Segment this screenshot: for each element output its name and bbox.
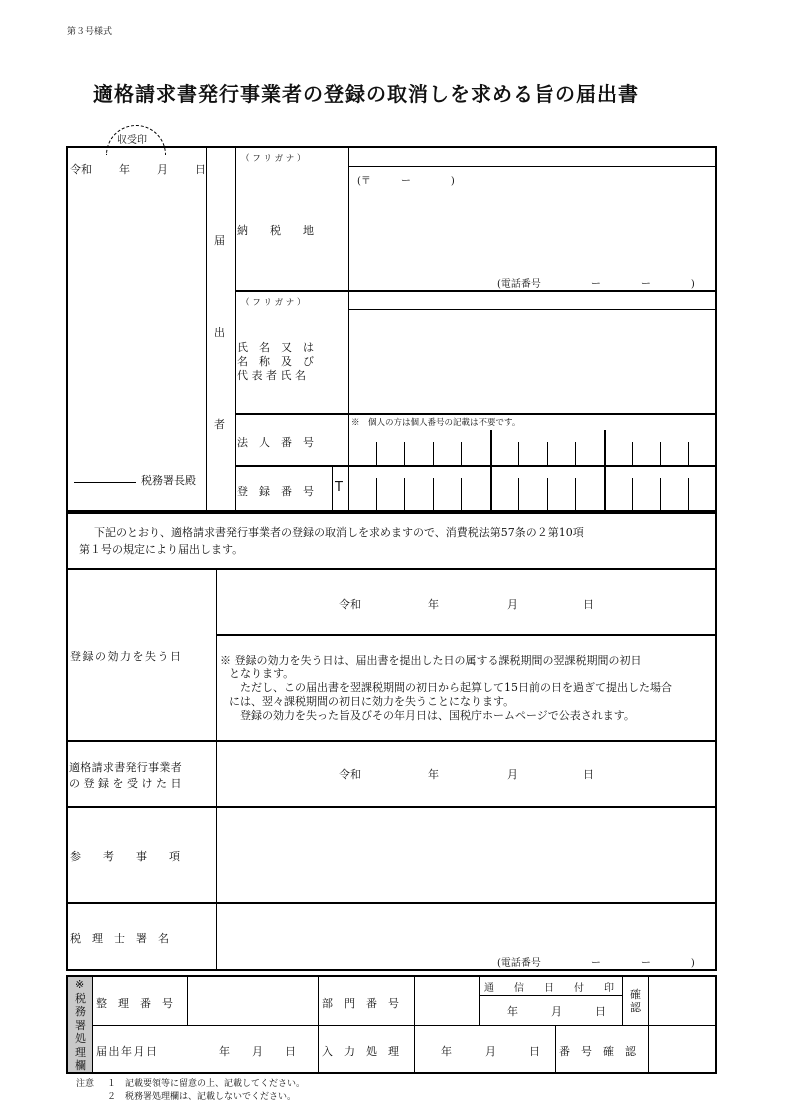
digit-divider xyxy=(518,442,519,465)
statement-line-2: 第１号の規定により届出します。 xyxy=(79,543,244,556)
address-label: 納 税 地 xyxy=(237,224,314,237)
registered-date-reiwa: 令和 xyxy=(339,768,361,781)
registration-number-label: 登 録 番 号 xyxy=(237,485,314,498)
furigana-label: （ フ リ ガ ナ ） xyxy=(241,154,306,164)
confirm-label-1: 確 xyxy=(630,988,641,1001)
statement-line-1: 下記のとおり、適格請求書発行事業者の登録の取消しを求めますので、消費税法第57条の２第10項 xyxy=(94,526,584,539)
lose-date-note-5: 登録の効力を失った旨及びその年月日は、国税庁ホームページで公表されます。 xyxy=(240,709,635,722)
digit-divider xyxy=(518,478,519,511)
registration-prefix: T xyxy=(335,480,343,495)
name-label-3: 代 表 者 氏 名 xyxy=(237,369,306,382)
postmark-label: 通 信 日 付 印 xyxy=(484,983,614,994)
lose-date-year: 年 xyxy=(428,598,439,611)
registered-date-month: 月 xyxy=(507,768,518,781)
digit-divider xyxy=(433,442,434,465)
office-side-char: 務 xyxy=(75,1005,86,1018)
postal-code-field[interactable]: (〒 ー ) xyxy=(357,176,455,187)
filing-date-ymd: 年 月 日 xyxy=(219,1045,296,1058)
digit-divider xyxy=(688,478,689,511)
department-number-label: 部 門 番 号 xyxy=(322,997,399,1010)
digit-divider xyxy=(547,478,548,511)
notes-heading: 注意 xyxy=(76,1079,95,1089)
address-phone-field[interactable]: (電話番号 ー ー ) xyxy=(497,279,695,290)
filing-date-day: 日 xyxy=(195,163,206,176)
office-side-char: 税 xyxy=(75,991,86,1005)
digit-divider xyxy=(404,442,405,465)
note-1: １ 記載要領等に留意の上、記載してください。 xyxy=(107,1079,306,1089)
lose-date-label: 登録の効力を失う日 xyxy=(70,650,183,663)
digit-divider xyxy=(461,442,462,465)
registered-date-label-1: 適格請求書発行事業者 xyxy=(69,761,182,774)
header-table xyxy=(66,146,717,512)
filing-date-month: 月 xyxy=(157,163,168,176)
office-side-char: 処 xyxy=(75,1032,86,1045)
page-title: 適格請求書発行事業者の登録の取消しを求める旨の届出書 xyxy=(93,82,639,106)
tax-accountant-label: 税 理 士 署 名 xyxy=(70,932,169,945)
office-side-char: 欄 xyxy=(75,1059,86,1072)
corporate-number-note: ※ 個人の方は個人番号の記載は不要です。 xyxy=(351,418,521,428)
digit-divider xyxy=(433,478,434,511)
digit-divider xyxy=(376,478,377,511)
filer-label-3: 者 xyxy=(214,418,225,431)
tax-office-addressee: 税務署長殿 xyxy=(141,474,196,487)
registered-date-label-2: の 登 録 を 受 け た 日 xyxy=(69,777,182,790)
form-number: 第３号様式 xyxy=(67,27,113,37)
input-processing-date: 年 月 日 xyxy=(441,1045,540,1058)
filing-date-reiwa: 令和 xyxy=(70,163,92,176)
filer-label-1: 届 xyxy=(214,234,225,247)
digit-divider xyxy=(632,478,633,511)
name-label-1: 氏 名 又 は xyxy=(237,341,314,354)
digit-divider xyxy=(688,442,689,465)
lose-date-note-4: には、翌々課税期間の初日に効力を失うことになります。 xyxy=(229,695,515,708)
digit-divider xyxy=(490,430,492,465)
digit-divider xyxy=(547,442,548,465)
digit-divider xyxy=(575,442,576,465)
digit-divider xyxy=(660,478,661,511)
digit-divider xyxy=(490,466,492,511)
postmark-date: 年 月 日 xyxy=(507,1005,606,1018)
note-2: ２ 税務署処理欄は、記載しないでください。 xyxy=(107,1092,297,1102)
digit-divider xyxy=(660,442,661,465)
lose-date-day: 日 xyxy=(583,598,594,611)
corporate-number-label: 法 人 番 号 xyxy=(237,436,314,449)
lose-date-note-3: ただし、この届出書を翌課税期間の初日から起算して15日前の日を過ぎて提出した場合 xyxy=(240,681,672,694)
lose-date-note-1: ※ 登録の効力を失う日は、届出書を提出した日の属する課税期間の翌課税期間の初日 xyxy=(220,654,642,667)
registered-date-day: 日 xyxy=(583,768,594,781)
digit-divider xyxy=(461,478,462,511)
digit-divider xyxy=(376,442,377,465)
registered-date-year: 年 xyxy=(428,768,439,781)
lose-date-reiwa: 令和 xyxy=(339,598,361,611)
digit-divider xyxy=(632,442,633,465)
reference-label: 参 考 事 項 xyxy=(70,850,180,863)
confirm-label-2: 認 xyxy=(630,1001,641,1014)
seiri-number-label: 整 理 番 号 xyxy=(96,997,173,1010)
name-label-2: 名 称 及 び xyxy=(237,355,314,368)
digit-divider xyxy=(404,478,405,511)
filing-date-year: 年 xyxy=(119,163,130,176)
lose-date-note-2: となります。 xyxy=(229,667,295,680)
digit-divider xyxy=(604,466,606,511)
filer-label-2: 出 xyxy=(214,326,225,339)
office-side-char: 署 xyxy=(75,1018,86,1032)
lose-date-month: 月 xyxy=(507,598,518,611)
number-check-label: 番 号 確 認 xyxy=(559,1045,636,1058)
input-processing-label: 入 力 処 理 xyxy=(322,1045,399,1058)
digit-divider xyxy=(604,430,606,465)
digit-divider xyxy=(575,478,576,511)
office-side-char: 理 xyxy=(75,1045,86,1059)
receipt-stamp-label: 収受印 xyxy=(117,135,147,146)
office-side-char: ※ xyxy=(75,978,85,991)
furigana-label-2: （ フ リ ガ ナ ） xyxy=(241,298,306,308)
tax-accountant-phone[interactable]: (電話番号 ー ー ) xyxy=(497,958,695,969)
filing-date-label: 届出年月日 xyxy=(96,1045,159,1058)
